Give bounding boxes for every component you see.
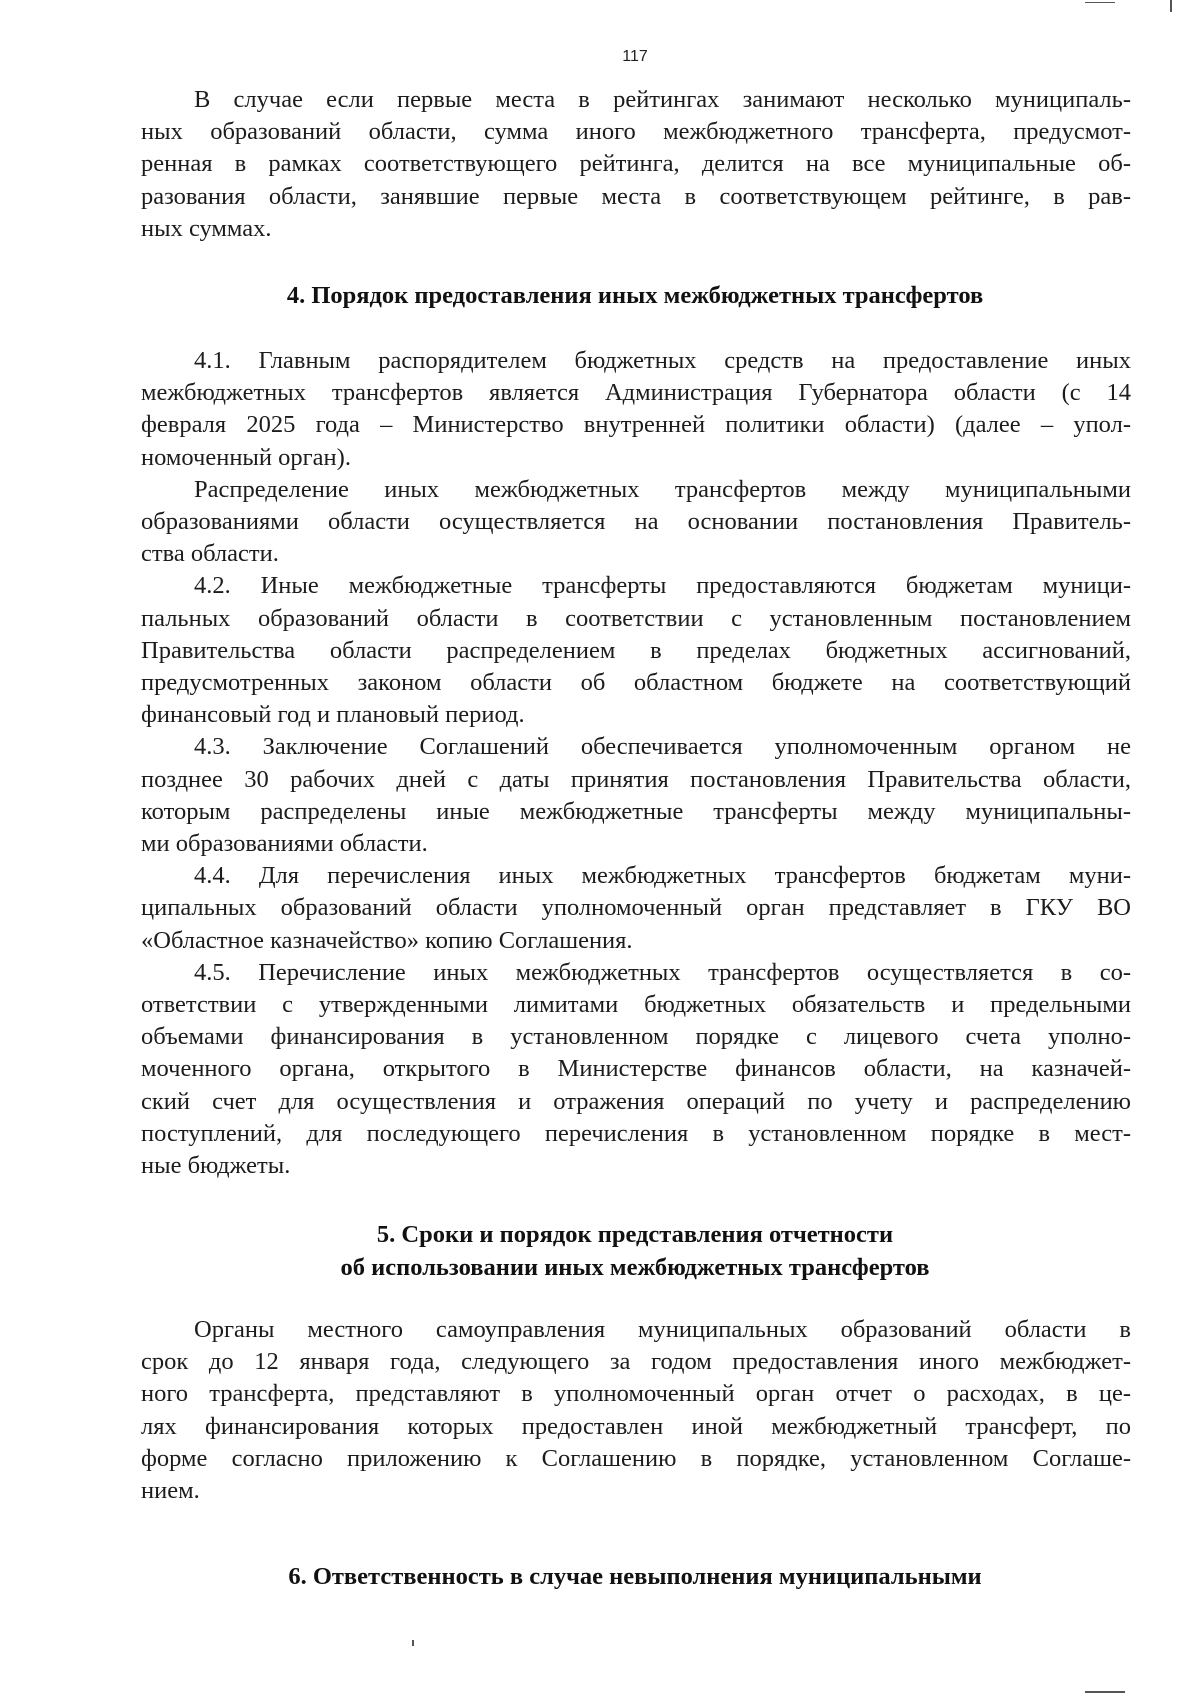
section-5-body: [141, 1314, 1131, 1507]
text-line: межбюджетных трансфертов является Администрация Губернатора области (с 14: [141, 379, 1131, 407]
text-line: ства области.: [141, 540, 279, 568]
text-line: объемами финансирования в установленном порядке с лицевого счета уполно-: [141, 1023, 1131, 1051]
text-line: ного трансферта, представляют в уполномоченный орган отчет о расходах, в це-: [141, 1380, 1131, 1408]
text-line: ренная в рамках соответствующего рейтинга, делится на все муниципальные об-: [141, 150, 1131, 178]
scan-artifact: [412, 1640, 414, 1646]
text-line: Органы местного самоуправления муниципальных образований области в: [194, 1316, 1131, 1343]
text-line: образованиями области осуществляется на основании постановления Правитель-: [141, 508, 1131, 536]
text-line: пальных образований области в соответствии с установленным постановлением: [141, 604, 1131, 632]
text-line: Правительства области распределением в пределах бюджетных ассигнований,: [141, 636, 1131, 664]
intro-paragraph: [141, 84, 1131, 245]
text-line: 4.5. Перечисление иных межбюджетных трансфертов осуществляется в со-: [194, 958, 1131, 986]
text-line: 4.2. Иные межбюджетные трансферты предоставляются бюджетам муници-: [194, 572, 1131, 600]
text-line: предусмотренных законом области об областном бюджете на соответствующий: [141, 669, 1131, 697]
text-line: ципальных образований области уполномоченный орган представляет в ГКУ ВО: [141, 894, 1131, 922]
heading-line: об использовании иных межбюджетных трансфертов: [340, 1254, 930, 1281]
text-line: «Областное казначейство» копию Соглашения.: [141, 926, 633, 954]
text-line: ных суммах.: [141, 214, 272, 242]
heading-line: 6. Ответственность в случае невыполнения муниципальными: [288, 1563, 982, 1590]
text-line: лях финансирования которых предоставлен иной межбюджетный трансферт, по: [141, 1412, 1131, 1440]
text-line: 4.3. Заключение Соглашений обеспечивается уполномоченным органом не: [194, 733, 1131, 761]
page-number: 117: [622, 48, 648, 65]
text-line: моченного органа, открытого в Министерстве финансов области, на казначей-: [141, 1055, 1131, 1083]
text-line: Распределение иных межбюджетных трансфертов между муниципальными: [194, 475, 1131, 503]
text-line: которым распределены иные межбюджетные трансферты между муниципальны-: [141, 797, 1131, 825]
scan-artifact: [1085, 2, 1115, 3]
heading-line: 5. Сроки и порядок представления отчетности: [376, 1221, 894, 1248]
scan-artifact: [1170, 0, 1172, 12]
text-line: В случае если первые места в рейтингах занимают несколько муниципаль-: [194, 86, 1131, 113]
text-line: ных образований области, сумма иного межбюджетного трансферта, предусмот-: [141, 118, 1131, 146]
text-line: позднее 30 рабочих дней с даты принятия постановления Правительства области,: [141, 765, 1131, 793]
text-line: ответствии с утвержденными лимитами бюджетных обязательств и предельными: [141, 991, 1131, 1019]
text-line: финансовый год и плановый период.: [141, 701, 525, 729]
text-line: разования области, занявшие первые места в соответствующем рейтинге, в рав-: [141, 182, 1131, 210]
text-line: февраля 2025 года – Министерство внутренней политики области) (далее – упол-: [141, 411, 1131, 439]
text-line: нием.: [141, 1477, 200, 1505]
scan-artifact: [1085, 1691, 1125, 1693]
heading-line: 4. Порядок предоставления иных межбюджетных трансфертов: [286, 282, 984, 309]
section-4-heading: [0, 279, 1200, 312]
text-line: ми образованиями области.: [141, 830, 428, 858]
text-line: номоченный орган).: [141, 443, 351, 471]
text-line: 4.4. Для перечисления иных межбюджетных трансфертов бюджетам муни-: [194, 862, 1131, 890]
text-line: срок до 12 января года, следующего за годом предоставления иного межбюджет-: [141, 1348, 1131, 1376]
text-line: ский счет для осуществления и отражения операций по учету и распределению: [141, 1087, 1131, 1115]
section-5-heading: [0, 1218, 1200, 1284]
text-line: поступлений, для последующего перечисления в установленном порядке в мест-: [141, 1119, 1131, 1147]
section-6-heading: [0, 1560, 1200, 1593]
text-line: форме согласно приложению к Соглашению в порядке, установленном Соглаше-: [141, 1444, 1131, 1472]
section-4-body: [141, 345, 1131, 1182]
text-line: 4.1. Главным распорядителем бюджетных средств на предоставление иных: [194, 347, 1131, 374]
text-line: ные бюджеты.: [141, 1152, 291, 1180]
